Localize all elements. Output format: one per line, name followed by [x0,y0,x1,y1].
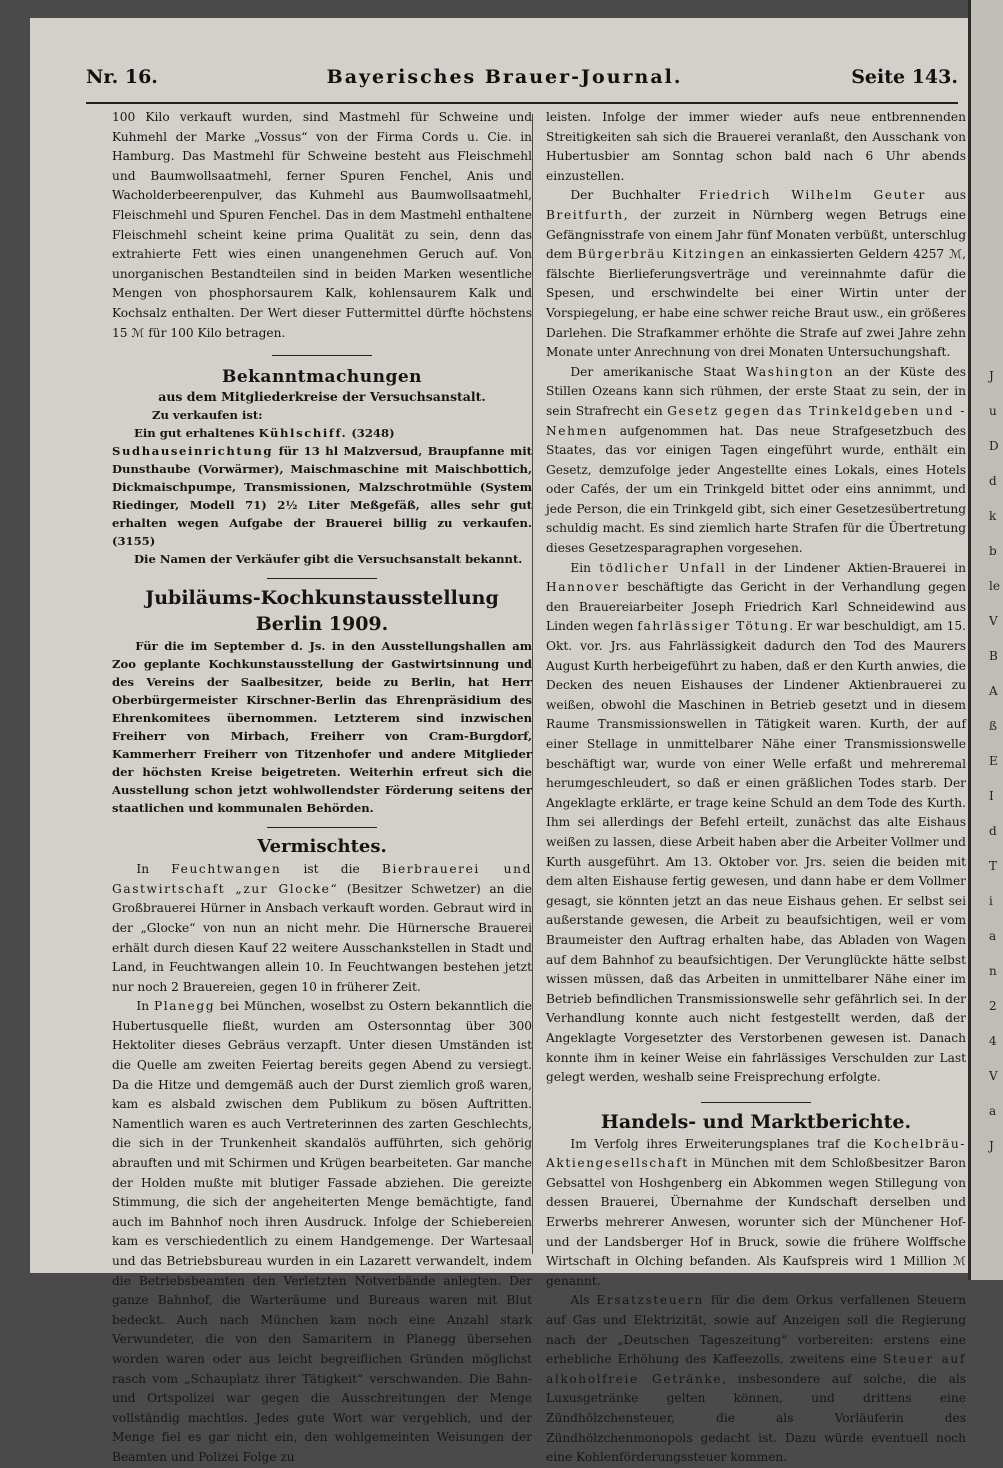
text: , der zurzeit in Nürnberg wegen Betrugs eine Gefängnisstrafe von einem Jahr fünf Monaten verbüßt, unterschlug dem [546,207,966,262]
text: Als [570,1293,597,1308]
law-name: Gesetz gegen das Trinkeldgeben und -Nehmen [546,403,966,438]
jubilaeum-paragraph: Für die im September d. Js. in den Ausstellungshallen am Zoo geplante Kochkunstausstellung der Gastwirtsinnung und des Vereins der Saalbesitzer, beide zu Berlin, hat Herr Oberbürgermeister Kirschner-Berlin das Ehrenpräsidium des Ehrenkomitees übernommen. Letzterem sind inzwischen Freiherr von Mirbach, Freiherr von Cram-Burgdorf, Kammerherr Freiherr von Titzenhofer und andere Mitglieder der höchsten Kreise beigetreten. Weiterhin erfreut sich die Ausstellung schon jetzt wohlwollendster Förderung seitens der staatlichen und kommunalen Behörden. [112,639,532,816]
edge-fragment: J [989,369,994,383]
place-name: Planegg [153,999,216,1014]
place-name: Hannover [546,580,620,595]
text: in München mit dem Schloßbesitzer Baron Gebsattel von Hoshgenberg ein Abkommen wegen Stillegung von dessen Brauerei, Übernahme der Kundschaft derselben und Erwerbs mehrerer Anwesen, worunter sich der Münchener Hof- und der Landsberger Hof in Bruck, sowie die frühere Wolffsche Wirtschaft in Olching befanden. Als Kaufspreis wird 1 Million ℳ genannt. [546,1156,966,1288]
edge-fragment: E [989,754,998,768]
washington-paragraph [546,363,966,559]
edge-fragment: n [989,964,997,978]
text: bei München, woselbst zu Ostern bekanntlich die Hubertusquelle fließt, wurden am Ostersonntag über 300 Hektoliter dieses Gebräus verzapft. Unter diesen Umständen ist die Quelle am zweiten Feiertag bereits gegen Abend zu versiegt. Da die Hitze und demgemäß auch der Durst ziemlich groß waren, kam es alsbald zwischen dem Publikum zu bösen Auftritten. Namentlich waren es auch Vertreterinnen des zarten Geschlechts, die sich in der Trunkenheit skandalös aufführten, sich gehörig abrauften und mit Schirmen und Krügen bearbeiteten. Gar manche der Holden mußte mit blutiger Fassade abziehen. Die gereizte Stimmung, die sich der angeheiterten Menge bemächtigte, fand auch im Bahnhof noch ihren Ausdruck. Infolge der Schiebereien kam es verschiedentlich zu einem Handgemenge. Der Wartesaal und das Betriebsbureau wurden in ein Lazarett verwandelt, indem die Betriebsbeamten den Verletzten Notverbände anlegten. Der ganze Bahnhof, die Warteräume und Bureaus waren mit Blut bedeckt. Auch nach München kam noch eine Anzahl stark Verwundeter, die von den Samaritern in Planegg übersehen worden waren oder aus leicht begreiflichen Gründen möglichst rasch vom „Schauplatz ihrer Tätigkeit“ verschwanden. Die Bahn- und Ortspolizei war gegen die Ausschreitungen der Menge vollständig machtlos. Jedes gute Wort war vergeblich, und der Menge fiel es gar nicht ein, den wohlgemeinten Weisungen der Beamten und Polizei Folge zu [112,999,532,1464]
text: beschäftigte das Gericht in der Verhandlung gegen den Brauereiarbeiter Joseph Friedrich Karl Schneidewind aus Linden wegen [546,580,966,634]
text: in der Lindener Aktien-Brauerei in [726,560,966,575]
section-rule [267,827,377,828]
business-name: Bierbrauerei und Gastwirtschaft „zur Glocke“ [112,862,532,896]
sale-item-sudhaus [112,442,532,550]
edge-fragment: a [989,1104,997,1118]
text: . Er war beschuldigt, am 15. Okt. vor. Jrs. aus Fahrlässigkeit dadurch den Tod des Maurers August Kurth herbeigeführt zu haben, daß er den Kurth anwies, die Decken des neuen Eishauses der Lindener Aktienbrauerei zu weißen, obwohl die Maschinen in Betrieb gesetzt und in diesem Raume Transmissionswellen in Tätigkeit waren. Kurth, der auf einer Stellage in unmittelbarer Nähe einer Transmissionswelle beschäftigt war, wurde von einer Welle erfaßt und mehreremal herumgeschleudert, so daß er einen gräßlichen Todes starb. Der Angeklagte erklärte, er trage keine Schuld an dem Tode des Kurth. Ihm sei allerdings der Befehl erteilt, zunächst das alte Eishaus weißen zu lassen, diese Arbeit haben aber die Arbeiter Vollmer und Kurth ausgeführt. Am 13. Oktober vor. Jrs. seien die beiden mit dem alten Eishause fertig gewesen, und dann habe er dem Vollmer gesagt, sie könnten jetzt an das neue Eishaus gehen. Er selbst sei außerstande gewesen, die Arbeit zu beaufsichtigen, weil er vom Braumeister den Auftrag erhalten habe, das Abladen von Wagen auf dem Bahnhof zu beaufsichtigen. Der Verunglückte hätte selbst wissen müssen, daß das Arbeiten in unmittelbarer Nähe einer im Betrieb befindlichen Transmissionswelle sehr gefährlich sei. In der Verhandlung konnte auch nicht festgestellt werden, daß der Angeklagte Vorgesetzter des Verstorbenen gewesen ist. Danach konnte ihm in keiner Weise ein fahrlässiges Verschulden zur Last gelegt werden, weshalb seine Freisprechung erfolgte. [546,619,966,1085]
newspaper-page [30,18,968,1465]
edge-fragment: V [989,1069,998,1083]
edge-fragment: 4 [989,1034,997,1048]
text: ist die [281,862,382,877]
keyword: Ersatzsteuern [596,1293,704,1308]
place-name: Feuchtwangen [171,862,282,877]
edge-fragment: i [989,894,993,908]
text: Der Buchhalter [570,188,700,203]
edge-fragment: le [989,579,1000,593]
edge-fragment: B [989,649,998,663]
edge-fragment: A [989,684,998,698]
text: für die dem Orkus verfallenen Steuern auf Gas und Elektrizität, sowie auf Anzeigen soll die Regierung nach der „Deutschen Tageszeitung“ vorbereiten: erstens eine erhebliche Erhöhung des Kaffeezolls, zweitens eine [546,1293,966,1367]
edge-fragment: 2 [989,999,997,1013]
planegg-paragraph [112,997,532,1467]
edge-fragment: a [989,929,997,943]
kochelbraeu-paragraph [546,1135,966,1292]
sale-label: Zu verkaufen ist: [152,408,263,423]
sale-item-keyword: Kühlschiff. [258,426,348,441]
edge-fragment: k [989,509,997,523]
text: an der Küste des Stillen Ozeans kann sich rühmen, der erste Staat zu sein, der in sein Strafrecht ein [546,364,966,418]
bekanntmachungen-subheading: aus dem Mitgliederkreise der Versuchsanstalt. [158,389,486,405]
edge-fragments [971,370,1003,1153]
text: , insbesondere auf solche, die als Luxusgetränke gelten können, und drittens eine Zündhölzchensteuer, die als Vorläuferin des Zündhölzchenmonopols gedacht ist. Dazu würde eventuell noch eine Kohlenförderungssteuer kommen. [546,1371,966,1465]
text: In [136,862,172,877]
text: an einkassierten Geldern 4257 ℳ, fälschte Bierlieferungsverträge und vereinnahmte dafür die Spesen, und erschwindelte bei einer Wirtin unter der Vorspiegelung, er habe eine schwer reiche Braut usw., ein größeres Darlehen. Die Strafkammer erhöhte die Strafe auf zwei Jahre zehn Monate unter Anrechnung von drei Monaten Untersuchungshaft. [546,247,966,360]
sale-item-keyword: Sudhauseinrichtung [112,444,274,459]
adjacent-page-edge [968,0,1003,1280]
person-name: Friedrich Wilhelm Geuter [699,188,926,203]
page-header [86,66,958,94]
place-name: Breitfurth [546,207,624,222]
issue-number: Nr. 16. [86,66,158,88]
page-number: Seite 143. [851,66,958,88]
company-name: Bürgerbräu Kitzingen [577,247,746,262]
announcements [112,406,532,568]
column-divider [532,114,533,1254]
hannover-paragraph [546,559,966,1088]
sale-item-code: (3248) [347,426,395,441]
sale-item-kuehlschiff [112,424,532,442]
edge-fragment: V [989,614,998,628]
section-rule [272,355,372,356]
keyword: tödlicher Unfall [599,560,727,575]
company-name: Kochelbräu-Aktiengesellschaft [546,1136,966,1171]
text: Der amerikanische Staat [570,364,746,379]
bekanntmachungen-heading: Bekanntmachungen [221,367,423,388]
text: aus [925,188,967,203]
edge-fragment: d [989,474,997,488]
edge-fragment: I [989,789,994,803]
ersatzsteuern-paragraph [546,1291,966,1467]
edge-fragment: T [989,859,998,873]
vermischtes-heading: Vermischtes. [257,836,387,858]
text: In [136,999,154,1014]
text: Ein [570,560,600,575]
journal-title: Bayerisches Brauer-Journal. [326,66,683,88]
edge-fragment: d [989,824,997,838]
jubilaeum-heading: Jubiläums-Kochkunstausstellung Berlin 1909. [145,587,499,636]
text: (Besitzer Schwetzer) an die Großbrauerei Hürner in Ansbach verkauft worden. Gebraut wird in der „Glocke“ von nun an nicht mehr. Die Hürnersche Brauerei erhält durch diesen Kauf 22 weitere Ausschankstellen in Stadt und Land, in Feuchtwangen allein 10. In Feuchtwangen bestehen jetzt nur noch 2 Brauereien, gegen 10 in früherer Zeit. [112,881,532,994]
futtermittel-paragraph: 100 Kilo verkauft wurden, sind Mastmehl für Schweine und Kuhmehl der Marke „Vossus“ von der Firma Cords u. Cie. in Hamburg. Das Mastmehl für Schweine besteht aus Fleischmehl und Baumwollsaatmehl, ferner Spuren Fenchel, Anis und Wacholderbeerenpulver, das Kuhmehl aus Baumwollsaatmehl, Fleischmehl und Spuren Fenchel. Das in dem Mastmehl enthaltene Fleischmehl scheint keine prima Qualität zu sein, denn das extrahierte Fett wies einen unangenehmen Geruch auf. Von unorganischen Bestandteilen sind in beiden Marken wesentliche Mengen von phosphorsaurem Kalk, kohlensaurem Kalk und Kochsalz enthalten. Der Wert dieser Futtermittel dürfte höchstens 15 ℳ für 100 Kilo betragen. [112,110,532,340]
header-rule [86,102,958,104]
seller-note: Die Namen der Verkäufer gibt die Versuchsanstalt bekannt. [134,552,523,567]
sale-item-text: für 13 hl Malzversud, Braupfanne mit Dunsthaube (Vorwärmer), Maischmaschine mit Maischbottich, Dickmaischpumpe, Transmissionen, Malzschrotmühle (System Riedinger, Modell 71) 2½ Liter Meßgefäß, alles sehr gut erhalten wegen Aufgabe der Brauerei billig zu verkaufen. (3155) [112,444,532,549]
sale-item-text: Ein gut erhaltenes [134,426,259,441]
section-rule [701,1102,811,1103]
edge-fragment: u [989,404,997,418]
text: aufgenommen hat. Das neue Strafgesetzbuch des Staates, das vor einigen Tagen eingeführt wurde, enthält ein Gesetz, demzufolge jeder Angestellte eines Lokals, eines Hotels oder Cafés, der um ein Trinkgeld bittet oder eins annimmt, und jede Person, die ein Trinkgeld gibt, sich einer Gesetzesübertretung schuldig macht. Es sind ziemlich harte Strafen für die Übertretung dieses Gesetzesparagraphen vorgesehen. [546,423,966,556]
place-name: Washington [745,364,835,379]
planegg-continuation: leisten. Infolge der immer wieder aufs neue entbrennenden Streitigkeiten sah sich die Brauerei veranlaßt, den Ausschank von Hubertusbier am Sonntag schon bald nach 6 Uhr abends einzustellen. [546,110,966,183]
right-column [546,108,966,1468]
edge-fragment: J [989,1139,994,1153]
handelsberichte-heading: Handels- und Marktberichte. [600,1110,912,1133]
feuchtwangen-paragraph [112,860,532,997]
edge-fragment: D [989,439,999,453]
section-rule [267,578,377,579]
edge-fragment: b [989,544,997,558]
geuter-paragraph [546,186,966,362]
keyword: Steuer auf alkoholfreie Getränke [546,1352,966,1386]
text: Im Verfolg ihres Erweiterungsplanes traf die [570,1136,874,1151]
left-column [112,108,532,1468]
keyword: fahrlässiger Tötung [637,619,790,634]
edge-fragment: ß [989,719,998,733]
